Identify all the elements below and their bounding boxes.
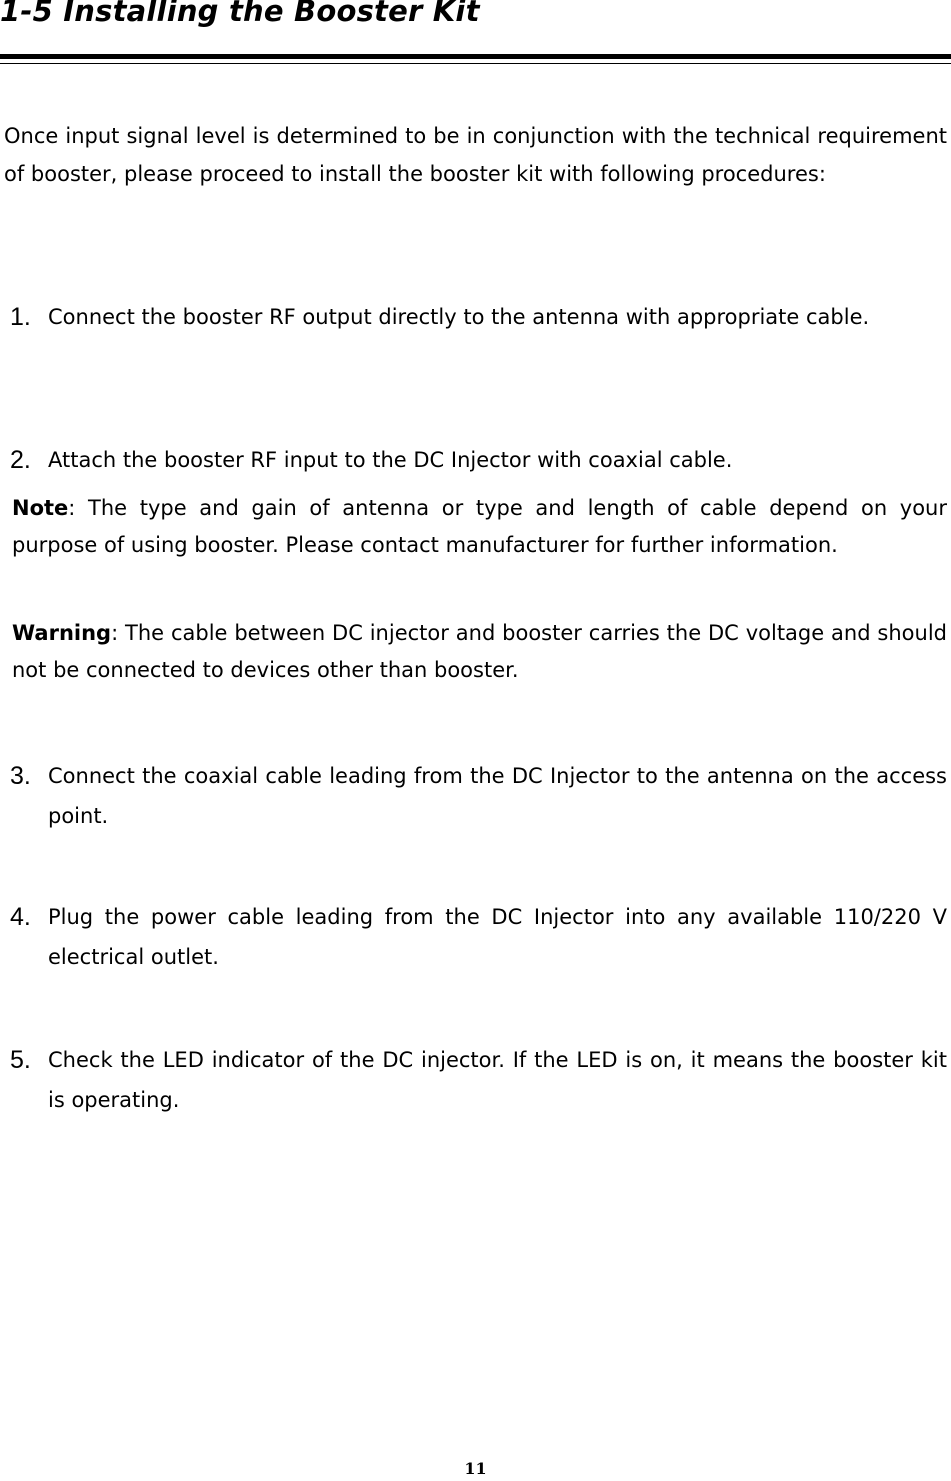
step-3	[10, 756, 947, 836]
step-number: 2.	[10, 446, 31, 474]
warning-label: Warning	[12, 621, 112, 645]
note-label: Note	[12, 496, 69, 520]
step-text: Attach the booster RF input to the DC Injector with coaxial cable.	[48, 448, 733, 472]
title-rule-thin	[0, 63, 951, 64]
step-text: Check the LED indicator of the DC injector. If the LED is on, it means the booster kit is operating.	[48, 1048, 947, 1112]
page-title: 1-5 Installing the Booster Kit	[0, 0, 480, 28]
step-text: Connect the booster RF output directly to the antenna with appropriate cable.	[48, 305, 870, 329]
step-number: 4.	[10, 903, 31, 931]
step-text: Plug the power cable leading from the DC Injector into any available 110/220 V electrical outlet.	[48, 905, 947, 969]
step-number: 3.	[10, 762, 31, 790]
step-4	[10, 897, 947, 977]
intro-paragraph: Once input signal level is determined to be in conjunction with the technical requirement of booster, please proceed to install the booster kit with following procedures:	[4, 124, 947, 186]
note-text: : The type and gain of antenna or type and length of cable depend on your purpose of using booster. Please contact manufacturer for further information.	[12, 496, 947, 557]
warning-paragraph	[12, 615, 947, 689]
step-2	[10, 440, 947, 480]
note-paragraph	[12, 490, 947, 564]
title-rule-thick	[0, 54, 951, 59]
warning-text: : The cable between DC injector and booster carries the DC voltage and should not be connected to devices other than booster.	[12, 621, 947, 682]
step-number: 5.	[10, 1046, 31, 1074]
step-5	[10, 1040, 947, 1120]
step-1	[10, 297, 947, 337]
step-text: Connect the coaxial cable leading from the DC Injector to the antenna on the access point.	[48, 764, 947, 828]
page-number: 11	[464, 1459, 487, 1478]
step-number: 1.	[10, 303, 31, 331]
